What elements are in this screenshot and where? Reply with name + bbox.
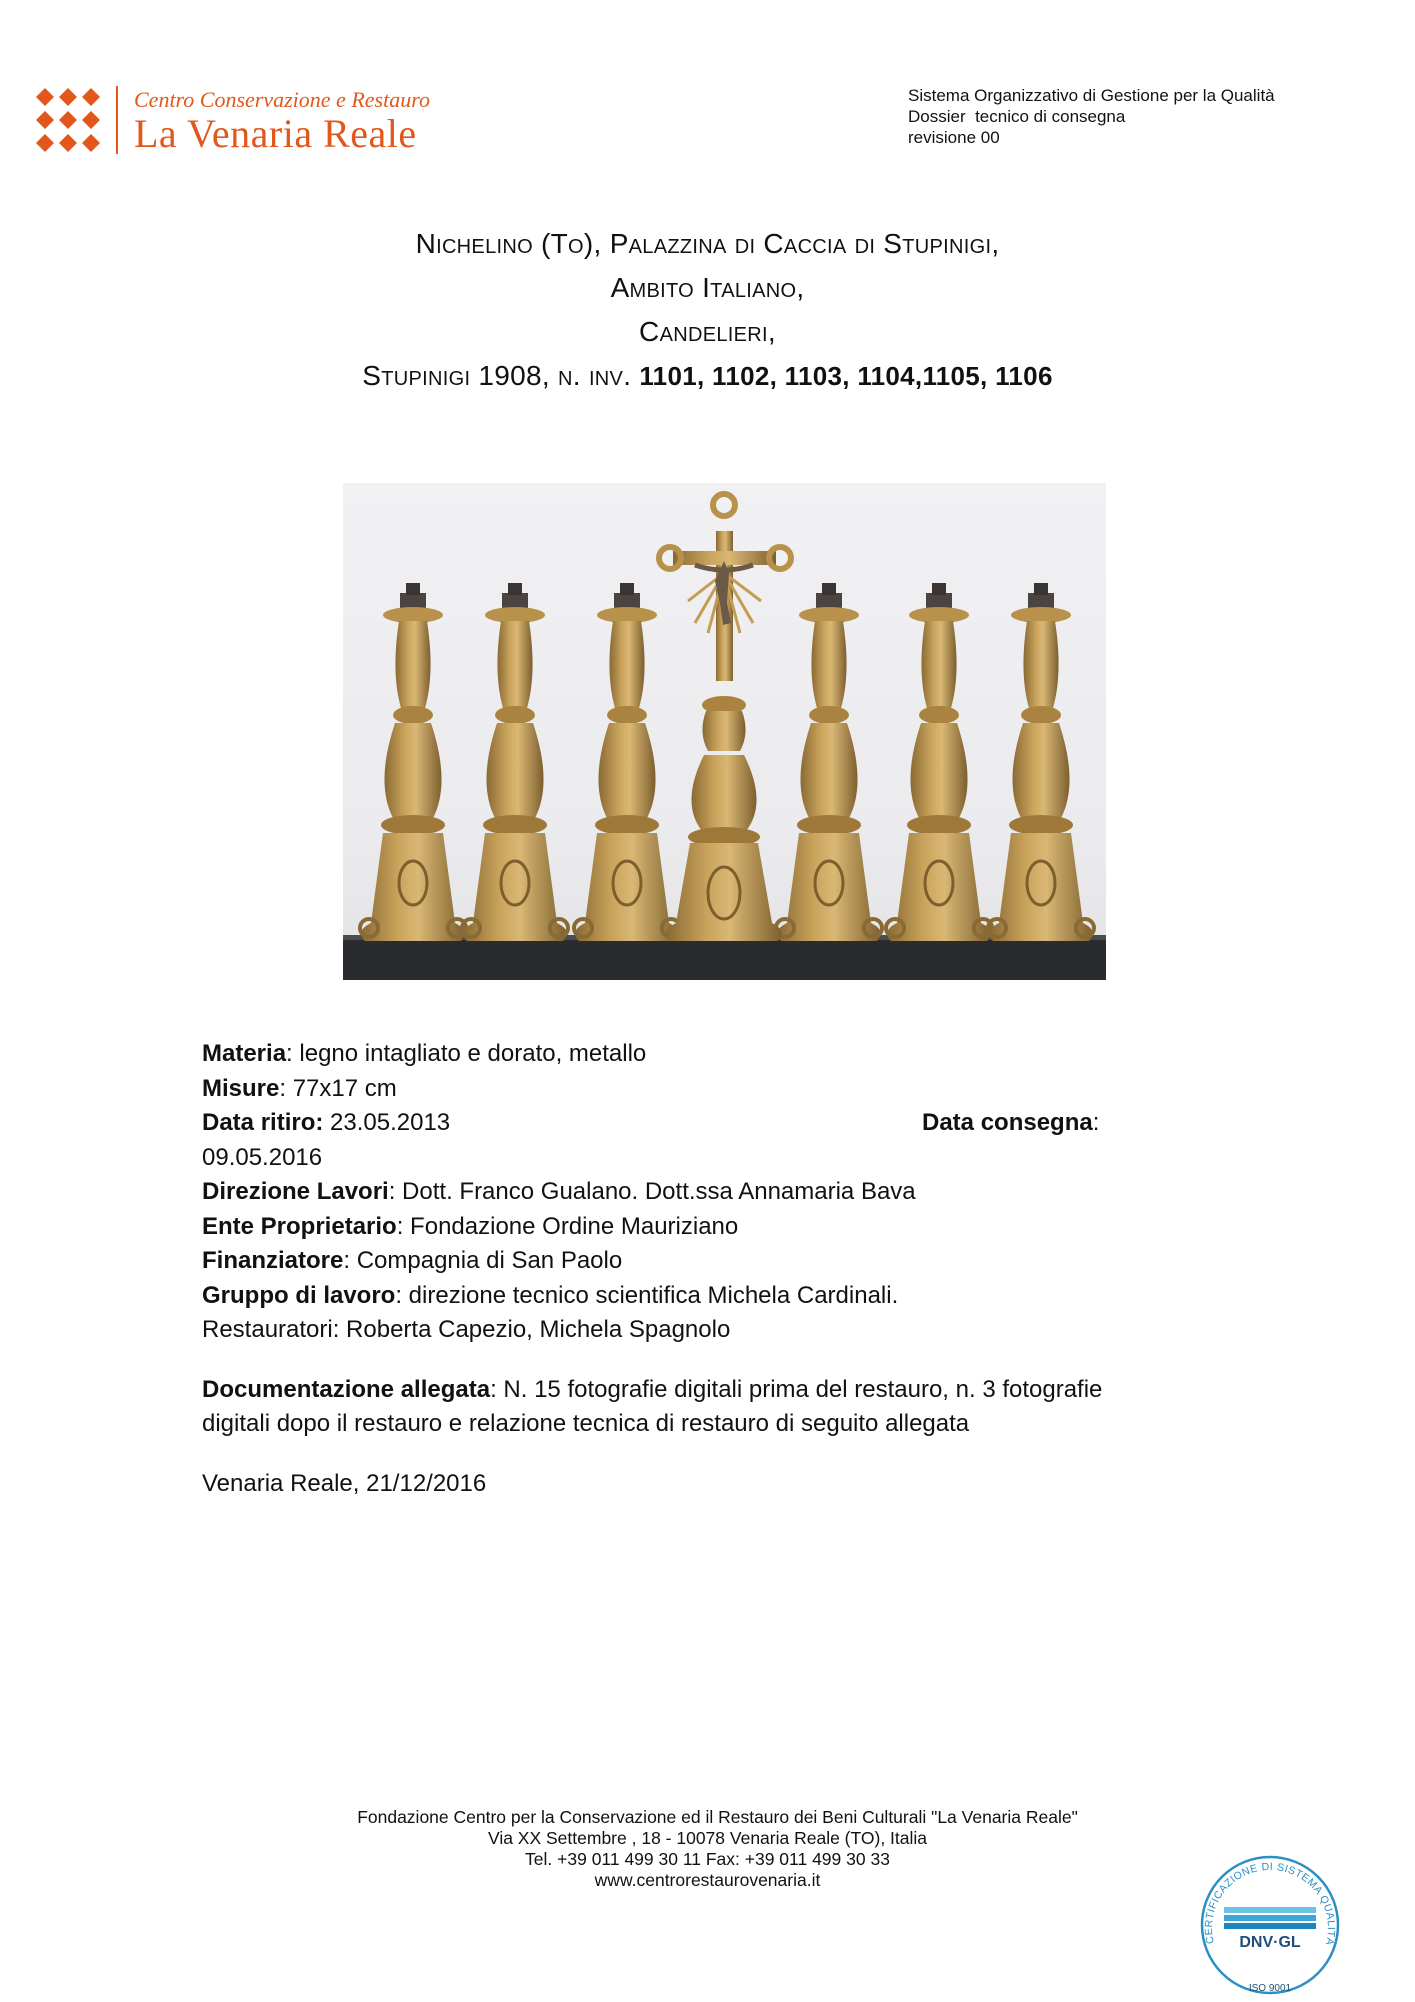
materia-value: : legno intagliato e dorato, metallo [286,1040,647,1067]
direzione-value: : Dott. Franco Gualano. Dott.ssa Annamaria Bava [388,1178,916,1205]
quality-system-header [908,85,1275,148]
quality-line-1: Sistema Organizzativo di Gestione per la Qualità [908,86,1275,105]
candlestick-2 [462,583,568,941]
misure-row [202,1072,1162,1107]
direzione-row [202,1175,1162,1210]
documentazione-label: Documentazione allegata [202,1375,491,1403]
finanziatore-row [202,1244,1162,1279]
materia-row [202,1037,1162,1072]
document-title [0,222,1415,398]
certification-seal [1194,1845,1346,1997]
ente-value: : Fondazione Ordine Mauriziano [396,1212,739,1240]
title-line-1: Nichelino (To), Palazzina di Caccia di Stupinigi, [415,228,1000,259]
materia-label: Materia [202,1040,287,1067]
candlesticks-photo [343,483,1106,980]
place-date: Venaria Reale, 21/12/2016 [202,1469,487,1497]
footer-line-1: Fondazione Centro per la Conservazione ed il Restauro dei Beni Culturali "La Venaria Reale" [357,1807,1078,1827]
documentazione-value: : N. 15 fotografie digitali prima del restauro, n. 3 fotografie digitali dopo il restauro e relazione tecnica di restauro di seguito allegata [202,1375,1103,1437]
footer-website-link[interactable]: www.centrorestaurovenaria.it [594,1870,821,1890]
finanziatore-label: Finanziatore [202,1247,344,1274]
footer-line-3: Tel. +39 011 499 30 11 Fax: +39 011 499 30 33 [525,1849,890,1869]
gruppo-value: : direzione tecnico scientifica Michela Cardinali. [395,1281,899,1309]
misure-value: : 77x17 cm [279,1074,397,1102]
misure-label: Misure [202,1074,280,1102]
restauratori-row: Restauratori: Roberta Capezio, Michela Spagnolo [202,1316,731,1343]
gruppo-label: Gruppo di lavoro [202,1281,396,1309]
title-line-3: Candelieri, [639,316,776,347]
institution-logo [36,86,516,166]
logo-subtitle: Centro Conservazione e Restauro [134,87,430,112]
logo-title: La Venaria Reale [134,111,417,156]
logo-divider [116,86,118,154]
ente-label: Ente Proprietario [202,1212,397,1240]
seal-arc-text: CERTIFICAZIONE DI SISTEMA QUALITÀ [1202,1860,1338,1947]
technical-info [202,1037,1162,1501]
quality-line-3: revisione 00 [908,128,1000,147]
candlestick-1 [360,583,466,941]
inventory-prefix: Stupinigi 1908, n. inv. [362,360,640,391]
candlesticks-illustration [343,483,1106,980]
ritiro-value: 23.05.2013 [323,1109,451,1136]
gruppo-row [202,1279,1162,1314]
diamond-pattern-icon [36,88,100,152]
finanziatore-value: : Compagnia di San Paolo [343,1247,623,1274]
quality-line-2: Dossier tecnico di consegna [908,107,1126,126]
title-line-2: Ambito Italiano, [610,272,805,303]
direzione-label: Direzione Lavori [202,1178,389,1205]
candlestick-5 [886,583,992,941]
dnv-gl-seal-icon [1194,1845,1346,1997]
seal-standard: ISO 9001 [1248,1983,1292,1994]
candlestick-6 [988,583,1094,941]
candlestick-3 [574,583,680,941]
consegna-label: Data consegna [922,1109,1093,1136]
ente-row [202,1210,1162,1245]
inventory-numbers: 1101, 1102, 1103, 1104,1105, 1106 [639,361,1053,391]
title-line-4 [0,354,1415,398]
consegna-colon: : [1092,1109,1100,1136]
candlestick-4 [776,583,882,941]
ritiro-label: Data ritiro: [202,1109,324,1136]
seal-brand: DNV·GL [1239,1934,1301,1951]
cross-pedestal [666,696,782,941]
ritiro-row [202,1106,1162,1141]
consegna-value: 09.05.2016 [202,1143,323,1171]
footer-line-2: Via XX Settembre , 18 - 10078 Venaria Reale (TO), Italia [487,1828,928,1848]
documentazione-row [202,1373,1162,1442]
